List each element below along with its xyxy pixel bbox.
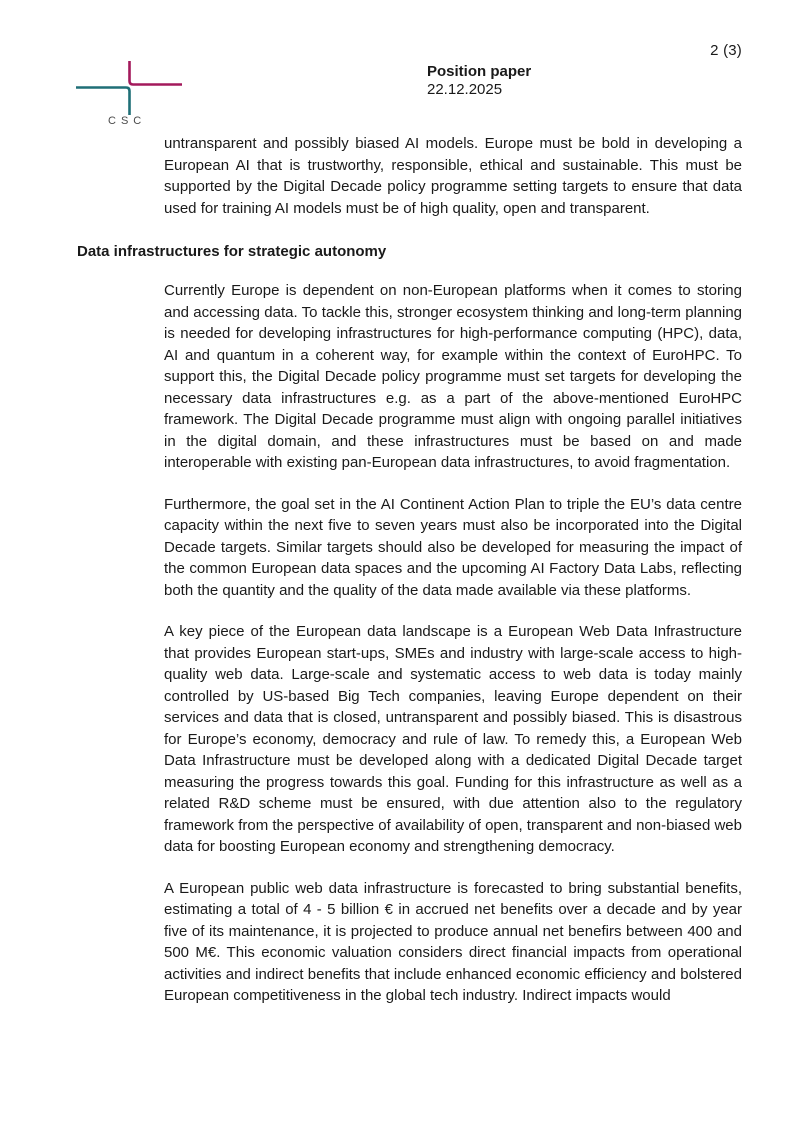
logo-text: CSC — [108, 115, 147, 127]
document-date: 22.12.2025 — [427, 81, 503, 98]
body-paragraph-2: Furthermore, the goal set in the AI Continent Action Plan to triple the EU’s data centre capacity within the next five to seven years must also be incorporated into the Digital Decade targets. Similar targets should also be developed for measuring the impact of the common European data spaces and the upcoming AI Factory Data Labs, reflecting both the quantity and the quality of the data made available via these platforms. — [164, 495, 742, 599]
document-meta — [427, 63, 531, 99]
document-body — [0, 133, 800, 1007]
page-number: 2 (3) — [710, 42, 742, 59]
document-type: Position paper — [427, 63, 532, 80]
csc-logo — [76, 60, 186, 132]
body-paragraph-3: A key piece of the European data landscape is a European Web Data Infrastructure that provides European start-ups, SMEs and industry with large-scale access to high-quality web data. Large-scale and systematic access to web data is today mainly controlled by US-based Big Tech companies, leaving Europe dependent on their services and data that is closed, untransparent and possibly biased. This is disastrous for Europe’s economy, democracy and rule of law. To remedy this, a European Web Data Infrastructure must be developed along with a dedicated Digital Decade target measuring the progress towards this goal. Funding for this infrastructure as well as a related R&D scheme must be ensured, with due attention also to the regulatory framework from the perspective of availability of open, transparent and non-biased web data for boosting European economy and strengthening democracy. — [164, 623, 742, 855]
body-paragraph-1: Currently Europe is dependent on non-European platforms when it comes to storing and accessing data. To tackle this, stronger ecosystem thinking and long-term planning is needed for developing infrastructures for high-performance computing (HPC), data, AI and quantum in a coherent way, for example within the context of EuroHPC. To support this, the Digital Decade policy programme must set targets for developing the necessary data infrastructures e.g. as a part of the above-mentioned EuroHPC framework. The Digital Decade programme must align with ongoing parallel initiatives in the digital domain, and these infrastructures must be based on and made interoperable with existing pan-European data infrastructures, to avoid fragmentation. — [164, 282, 742, 471]
section-heading: Data infrastructures for strategic autonomy — [77, 243, 387, 260]
intro-paragraph: untransparent and possibly biased AI models. Europe must be bold in developing a European AI that is trustworthy, responsible, ethical and sustainable. This must be supported by the Digital Decade policy programme setting targets to ensure that data used for training AI models must be of high quality, open and transparent. — [164, 135, 742, 217]
body-paragraph-4: A European public web data infrastructure is forecasted to bring substantial benefits, estimating a total of 4 - 5 billion € in accrued net benefits over a decade and by year five of its maintenance, it is projected to produce annual net benefirs between 400 and 500 M€. This economic valuation considers direct financial impacts from operational activities and indirect benefits that include enhanced economic efficiency and bolstered European competitiveness in the global tech industry. Indirect impacts would — [164, 879, 742, 1004]
csc-logo-mark — [76, 60, 186, 116]
